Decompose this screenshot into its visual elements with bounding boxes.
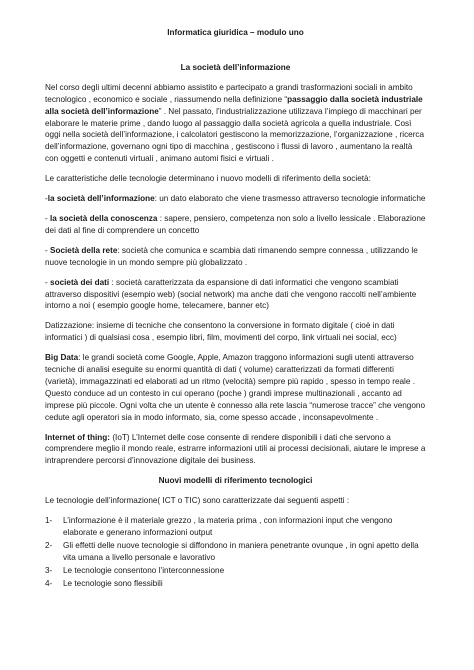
- feature-prefix: -: [45, 245, 51, 255]
- section-title-technology-models: Nuovi modelli di riferimento tecnologici: [158, 476, 313, 486]
- iot-text: (IoT) L’Internet delle cose consente di rendere disponibili i dati che servono a comprendere meglio il mondo reale, estrarre informazioni utili ai processi decisionali, aiutare le imprese a intraprendere percorsi d’innovazione digitale dei business.: [45, 432, 426, 466]
- list-item-text: Gli effetti delle nuove tecnologie si diffondono in maniera penetrante ovunque , in ogni apetto della vita umana a livello personale e lavorativo: [63, 540, 419, 562]
- document-title: Informatica giuridica – modulo uno: [167, 28, 304, 37]
- intro-bold-phrase: passaggio dalla società industriale alla società dell’informazione: [45, 94, 423, 116]
- feature-term: la società della conoscenza: [50, 213, 158, 223]
- list-item: [45, 515, 426, 539]
- list-item: [45, 578, 426, 590]
- feature-item: [45, 277, 426, 313]
- list-item-number: 4-: [45, 578, 53, 588]
- feature-term: la società dell’informazione: [47, 194, 155, 204]
- feature-description: : società che comunica e scambia dati rimanendo sempre connessa , utilizzando le nuove tecnologie in un mondo sempre più globalizzato .: [45, 245, 418, 267]
- feature-item: [45, 213, 426, 237]
- ict-intro: Le tecnologie dell’informazione( ICT o TIC) sono caratterizzate dai seguenti aspetti :: [45, 496, 350, 506]
- feature-item: [45, 245, 426, 269]
- big-data-text: : le grandi società come Google, Apple, Amazon traggono informazioni sugli utenti attraverso tecniche di analisi eseguite su enormi quantità di dati ( volume) caratterizzati da formati differenti (varietà), immagazzinati ed elaborati ad un ritmo (velocità) sempre più rapido , spesso in tempo reale . Questo conduce ad un contesto in cui operano (poche ) grandi imprese multinazionali , accanto ad imprese più piccole. Ogni volta che un utente è connesso alla rete lascia “numerose tracce” che vengono cedute agli operatori sia in modo informato, sia, come spesso accade , inconsapevolmente .: [45, 353, 426, 422]
- big-data-term: Big Data: [45, 353, 79, 363]
- intro-text-a: Nel corso degli ultimi decenni abbiamo assistito e partecipato a grandi trasformazioni sociali in ambito tecnologico , economico e sociale , riassumendo nella definizione “: [45, 82, 413, 104]
- ict-list: [45, 515, 426, 589]
- iot-paragraph: [45, 432, 426, 468]
- intro-paragraph: [45, 82, 426, 165]
- list-item-number: 3-: [45, 565, 53, 575]
- feature-description: : un dato elaborato che viene trasmesso attraverso tecnologie informatiche: [154, 194, 426, 204]
- feature-item: [45, 193, 426, 205]
- intro-text-b: ” . Nel passato, l’industrializzazione utilizzava l’impiego di macchinari per elaborare le materie prime , dando luogo al passaggio dalla società agricola a quella industriale. Così oggi nella società dell’informazione, i calcolatori gestiscono la memorizzazione, l’organizzazione , ricerca dell’informazione, governano ogni tipo di macchina , gestiscono i flussi di lavoro , aumentano la realtà con oggetti e contenuti virtuali , animano automi fisici e virtuali .: [45, 106, 425, 164]
- feature-prefix: -: [45, 213, 51, 223]
- list-item-text: Le tecnologie sono flessibili: [63, 578, 163, 588]
- section-title-information-society: La società dell’informazione: [180, 62, 291, 72]
- datization-paragraph: Datizzazione: insieme di tecniche che consentono la conversione in formato digitale ( cioè in dati informatici ) di qualsiasi cosa , esempio libri, film, movimenti del corpo, link virtuali nei social, ecc): [45, 321, 397, 343]
- feature-term: Società della rete: [50, 245, 118, 255]
- list-item-number: 1-: [45, 516, 53, 526]
- feature-prefix: -: [45, 194, 48, 204]
- feature-description: : società caratterizzata da espansione di dati informatici che vengono scambiati attraverso dispositivi (esempio web) (social network) ma anche dati che vengono raccolti nell’ambiente intorno a noi ( esempio google home, telecamere, banner etc): [45, 277, 417, 311]
- features-intro: Le caratteristiche delle tecnologie determinano i nuovo modelli di riferimento della società:: [45, 174, 371, 184]
- list-item-text: L’informazione è il materiale grezzo , la materia prima , con informazioni input che vengono elaborate e generano informazioni output: [63, 516, 393, 537]
- feature-prefix: -: [45, 277, 51, 287]
- feature-term: società dei dati: [50, 277, 110, 287]
- big-data-paragraph: [45, 352, 426, 423]
- list-item-number: 2-: [45, 540, 53, 550]
- list-item: [45, 540, 426, 564]
- list-item: [45, 565, 426, 577]
- feature-description: : sapere, pensiero, competenza non solo a livello lessicale . Elaborazione dei dati al fine di comprendere un concetto: [45, 213, 426, 235]
- iot-term: Internet of thing:: [45, 432, 111, 442]
- list-item-text: Le tecnologie consentono l’interconnessione: [63, 565, 225, 575]
